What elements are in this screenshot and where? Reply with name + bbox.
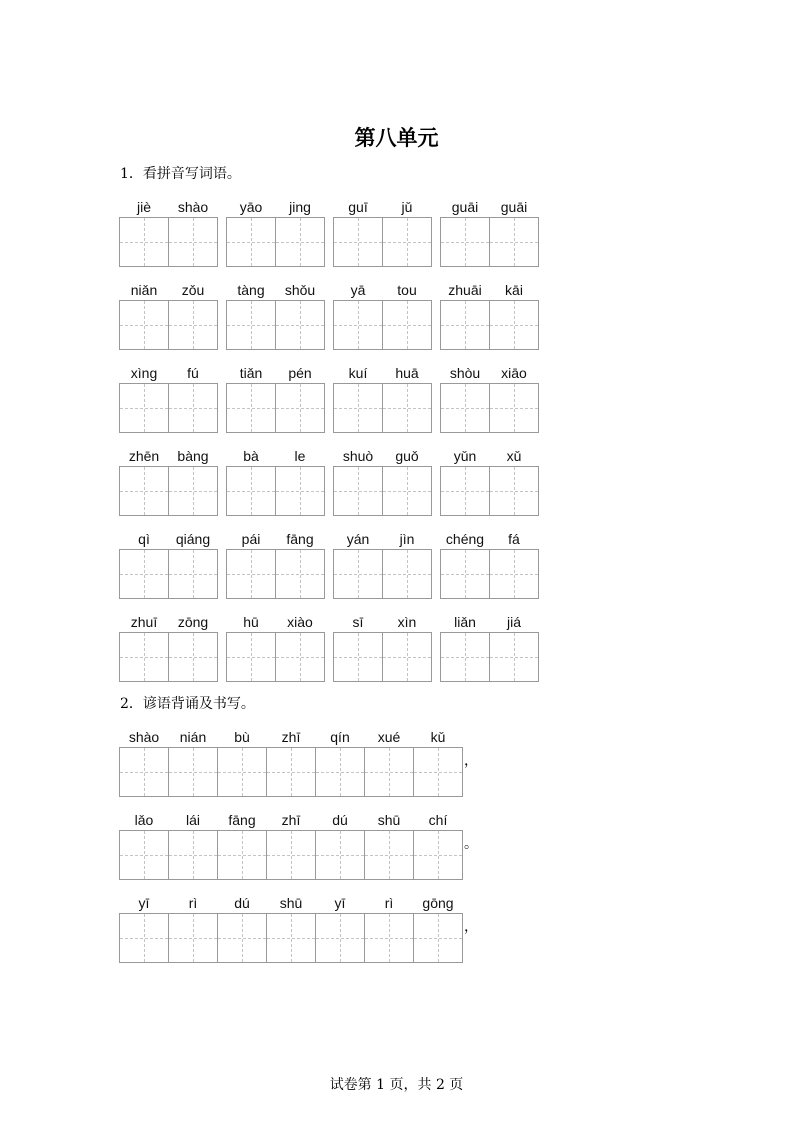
punctuation-mark: ， bbox=[464, 919, 478, 935]
pinyin-label: chéng bbox=[445, 531, 485, 547]
char-slot bbox=[382, 446, 432, 516]
char-slot bbox=[168, 280, 218, 350]
char-slot bbox=[413, 727, 463, 797]
char-slot bbox=[333, 280, 383, 350]
char-slot bbox=[333, 446, 383, 516]
writing-cell bbox=[119, 830, 169, 880]
char-slot bbox=[382, 363, 432, 433]
pinyin-label: fú bbox=[187, 365, 199, 381]
pinyin-label: bàng bbox=[177, 448, 209, 464]
writing-cell bbox=[275, 217, 325, 267]
pinyin-label: shòu bbox=[449, 365, 481, 381]
pinyin-label: lǎo bbox=[134, 812, 154, 828]
pinyin-label: bà bbox=[243, 448, 259, 464]
word-group bbox=[333, 280, 432, 350]
pinyin-word-grid bbox=[119, 197, 539, 682]
writing-cell bbox=[382, 217, 432, 267]
writing-cell bbox=[275, 549, 325, 599]
word-row bbox=[119, 446, 539, 516]
char-slot bbox=[168, 727, 218, 797]
pinyin-label: zhuī bbox=[130, 614, 158, 630]
section-2-heading: 2．谚语背诵及书写。 bbox=[120, 696, 255, 712]
char-slot bbox=[275, 280, 325, 350]
writing-cell bbox=[217, 747, 267, 797]
char-slot bbox=[489, 363, 539, 433]
word-group bbox=[226, 446, 325, 516]
writing-cell bbox=[226, 383, 276, 433]
pinyin-label: qiáng bbox=[175, 531, 211, 547]
word-group bbox=[226, 363, 325, 433]
pinyin-label: bù bbox=[234, 729, 250, 745]
writing-cell bbox=[440, 300, 490, 350]
pinyin-label: lái bbox=[185, 812, 200, 828]
writing-cell bbox=[382, 300, 432, 350]
writing-cell bbox=[440, 466, 490, 516]
char-slot bbox=[440, 197, 490, 267]
char-slot bbox=[266, 727, 316, 797]
char-slot bbox=[119, 529, 169, 599]
writing-cell bbox=[119, 383, 169, 433]
pinyin-label: kāi bbox=[505, 282, 523, 298]
char-slot bbox=[333, 612, 383, 682]
char-slot bbox=[275, 363, 325, 433]
word-group bbox=[440, 280, 539, 350]
pinyin-label: jiá bbox=[506, 614, 521, 630]
word-row bbox=[119, 363, 539, 433]
word-group bbox=[440, 529, 539, 599]
writing-cell bbox=[168, 747, 218, 797]
writing-cell bbox=[333, 632, 383, 682]
char-slot bbox=[413, 893, 463, 963]
word-row bbox=[119, 612, 539, 682]
writing-cell bbox=[413, 913, 463, 963]
pinyin-label: sī bbox=[352, 614, 364, 630]
word-group bbox=[119, 363, 218, 433]
proverb-line bbox=[119, 810, 478, 880]
word-row bbox=[119, 529, 539, 599]
char-slot bbox=[382, 197, 432, 267]
char-slot bbox=[333, 197, 383, 267]
page-title: 第八单元 bbox=[354, 126, 439, 150]
pinyin-label: dú bbox=[234, 895, 250, 911]
pinyin-label: zōng bbox=[177, 614, 209, 630]
char-slot bbox=[489, 446, 539, 516]
word-group bbox=[119, 446, 218, 516]
writing-cell bbox=[440, 217, 490, 267]
writing-cell bbox=[226, 466, 276, 516]
pinyin-label: zhī bbox=[281, 812, 301, 828]
char-slot bbox=[226, 446, 276, 516]
pinyin-label: shū bbox=[279, 895, 303, 911]
char-slot bbox=[168, 529, 218, 599]
char-slot bbox=[364, 810, 414, 880]
pinyin-label: shuò bbox=[342, 448, 374, 464]
char-slot bbox=[382, 529, 432, 599]
pinyin-label: pái bbox=[241, 531, 261, 547]
writing-cell bbox=[440, 632, 490, 682]
pinyin-label: qín bbox=[330, 729, 350, 745]
word-group bbox=[226, 280, 325, 350]
char-slot bbox=[226, 529, 276, 599]
char-slot bbox=[440, 363, 490, 433]
pinyin-label: nián bbox=[179, 729, 207, 745]
writing-cell bbox=[440, 383, 490, 433]
proverb-line bbox=[119, 727, 478, 797]
pinyin-label: fāng bbox=[286, 531, 314, 547]
writing-cell bbox=[119, 913, 169, 963]
char-slot bbox=[440, 529, 490, 599]
word-group bbox=[333, 529, 432, 599]
char-slot bbox=[489, 280, 539, 350]
pinyin-label: xiāo bbox=[501, 365, 527, 381]
char-slot bbox=[168, 197, 218, 267]
punctuation-mark: 。 bbox=[464, 836, 478, 852]
char-slot bbox=[333, 363, 383, 433]
writing-cell bbox=[364, 830, 414, 880]
writing-cell bbox=[119, 300, 169, 350]
pinyin-label: xìng bbox=[130, 365, 158, 381]
word-group bbox=[119, 280, 218, 350]
writing-cell bbox=[168, 549, 218, 599]
pinyin-label: rì bbox=[188, 895, 198, 911]
pinyin-label: guāi bbox=[451, 199, 479, 215]
writing-cell bbox=[413, 747, 463, 797]
char-slot bbox=[226, 363, 276, 433]
char-slot bbox=[217, 810, 267, 880]
char-slot bbox=[226, 197, 276, 267]
char-slot bbox=[226, 280, 276, 350]
word-group bbox=[440, 363, 539, 433]
char-slot bbox=[119, 363, 169, 433]
word-group bbox=[333, 197, 432, 267]
writing-cell bbox=[119, 217, 169, 267]
pinyin-label: qì bbox=[138, 531, 150, 547]
writing-cell bbox=[315, 830, 365, 880]
writing-cell bbox=[382, 466, 432, 516]
char-slot bbox=[275, 446, 325, 516]
word-group bbox=[440, 197, 539, 267]
char-slot bbox=[168, 363, 218, 433]
pinyin-label: xìn bbox=[397, 614, 417, 630]
pinyin-label: guī bbox=[348, 199, 368, 215]
pinyin-label: gōng bbox=[422, 895, 454, 911]
writing-cell bbox=[440, 549, 490, 599]
writing-cell bbox=[119, 466, 169, 516]
pinyin-label: kǔ bbox=[430, 729, 446, 745]
pinyin-label: xué bbox=[377, 729, 401, 745]
pinyin-label: jǔ bbox=[401, 199, 413, 215]
pinyin-label: zhī bbox=[281, 729, 301, 745]
writing-cell bbox=[333, 217, 383, 267]
writing-cell bbox=[168, 383, 218, 433]
char-slot bbox=[333, 529, 383, 599]
writing-cell bbox=[333, 549, 383, 599]
pinyin-label: rì bbox=[384, 895, 394, 911]
proverb-line bbox=[119, 893, 478, 963]
char-slot bbox=[489, 529, 539, 599]
pinyin-label: fāng bbox=[228, 812, 256, 828]
page-footer: 试卷第 1 页，共 2 页 bbox=[329, 1077, 464, 1093]
char-slot bbox=[168, 893, 218, 963]
pinyin-label: jing bbox=[289, 199, 311, 215]
char-slot bbox=[275, 529, 325, 599]
proverb-writing-grid bbox=[119, 727, 478, 963]
char-slot bbox=[119, 280, 169, 350]
pinyin-label: yā bbox=[350, 282, 366, 298]
writing-cell bbox=[315, 913, 365, 963]
pinyin-label: tàng bbox=[237, 282, 265, 298]
pinyin-label: tiǎn bbox=[239, 365, 263, 381]
char-slot bbox=[168, 810, 218, 880]
writing-cell bbox=[168, 466, 218, 516]
word-group bbox=[119, 529, 218, 599]
char-slot bbox=[217, 727, 267, 797]
pinyin-label: hū bbox=[243, 614, 259, 630]
word-group bbox=[440, 612, 539, 682]
char-slot bbox=[119, 727, 169, 797]
writing-cell bbox=[275, 300, 325, 350]
writing-cell bbox=[489, 217, 539, 267]
writing-cell bbox=[413, 830, 463, 880]
writing-cell bbox=[226, 300, 276, 350]
pinyin-label: guāi bbox=[500, 199, 528, 215]
writing-cell bbox=[217, 830, 267, 880]
word-group bbox=[226, 529, 325, 599]
writing-cell bbox=[266, 830, 316, 880]
char-slot bbox=[440, 612, 490, 682]
word-group bbox=[226, 197, 325, 267]
writing-cell bbox=[364, 747, 414, 797]
writing-cell bbox=[382, 632, 432, 682]
char-slot bbox=[266, 810, 316, 880]
writing-cell bbox=[275, 632, 325, 682]
writing-cell bbox=[266, 747, 316, 797]
pinyin-label: jìn bbox=[399, 531, 415, 547]
pinyin-label: yī bbox=[138, 895, 150, 911]
char-slot bbox=[315, 893, 365, 963]
pinyin-label: liǎn bbox=[454, 614, 476, 630]
char-slot bbox=[275, 197, 325, 267]
char-slot bbox=[119, 197, 169, 267]
char-slot bbox=[382, 280, 432, 350]
char-slot bbox=[119, 810, 169, 880]
pinyin-label: zhēn bbox=[128, 448, 160, 464]
writing-cell bbox=[119, 747, 169, 797]
char-slot bbox=[413, 810, 463, 880]
char-slot bbox=[489, 197, 539, 267]
pinyin-label: tou bbox=[397, 282, 417, 298]
writing-cell bbox=[315, 747, 365, 797]
writing-cell bbox=[489, 549, 539, 599]
writing-cell bbox=[168, 217, 218, 267]
word-row bbox=[119, 280, 539, 350]
writing-cell bbox=[168, 300, 218, 350]
pinyin-label: shào bbox=[177, 199, 209, 215]
writing-cell bbox=[489, 300, 539, 350]
pinyin-label: huā bbox=[395, 365, 419, 381]
writing-cell bbox=[333, 466, 383, 516]
writing-cell bbox=[489, 632, 539, 682]
writing-cell bbox=[168, 632, 218, 682]
pinyin-label: jiè bbox=[136, 199, 151, 215]
writing-cell bbox=[333, 383, 383, 433]
writing-cell bbox=[119, 549, 169, 599]
pinyin-label: kuí bbox=[348, 365, 368, 381]
writing-cell bbox=[168, 913, 218, 963]
char-slot bbox=[119, 893, 169, 963]
char-slot bbox=[382, 612, 432, 682]
section-1-heading: 1．看拼音写词语。 bbox=[120, 166, 241, 182]
pinyin-label: fá bbox=[508, 531, 520, 547]
pinyin-label: yī bbox=[334, 895, 346, 911]
writing-cell bbox=[364, 913, 414, 963]
pinyin-label: shū bbox=[377, 812, 401, 828]
writing-cell bbox=[275, 466, 325, 516]
pinyin-label: chí bbox=[428, 812, 448, 828]
word-group bbox=[119, 612, 218, 682]
pinyin-label: xiào bbox=[287, 614, 313, 630]
writing-cell bbox=[217, 913, 267, 963]
pinyin-label: le bbox=[294, 448, 306, 464]
writing-cell bbox=[382, 383, 432, 433]
pinyin-label: xǔ bbox=[506, 448, 522, 464]
pinyin-label: guǒ bbox=[395, 448, 419, 464]
char-slot bbox=[440, 280, 490, 350]
writing-cell bbox=[489, 466, 539, 516]
writing-cell bbox=[226, 549, 276, 599]
char-slot bbox=[226, 612, 276, 682]
pinyin-label: shǒu bbox=[284, 282, 316, 298]
pinyin-label: pén bbox=[288, 365, 312, 381]
pinyin-label: yāo bbox=[239, 199, 263, 215]
char-slot bbox=[119, 612, 169, 682]
pinyin-label: dú bbox=[332, 812, 348, 828]
char-slot bbox=[119, 446, 169, 516]
pinyin-label: zhuāi bbox=[448, 282, 482, 298]
writing-cell bbox=[119, 632, 169, 682]
pinyin-label: zǒu bbox=[181, 282, 205, 298]
pinyin-label: yán bbox=[346, 531, 370, 547]
word-row bbox=[119, 197, 539, 267]
char-slot bbox=[168, 446, 218, 516]
word-group bbox=[119, 197, 218, 267]
pinyin-label: niǎn bbox=[130, 282, 158, 298]
punctuation-mark: ， bbox=[464, 753, 478, 769]
writing-cell bbox=[226, 632, 276, 682]
writing-cell bbox=[489, 383, 539, 433]
word-group bbox=[333, 363, 432, 433]
pinyin-label: shào bbox=[128, 729, 160, 745]
char-slot bbox=[168, 612, 218, 682]
char-slot bbox=[315, 727, 365, 797]
word-group bbox=[440, 446, 539, 516]
writing-cell bbox=[382, 549, 432, 599]
word-group bbox=[226, 612, 325, 682]
char-slot bbox=[315, 810, 365, 880]
char-slot bbox=[266, 893, 316, 963]
writing-cell bbox=[333, 300, 383, 350]
word-group bbox=[333, 446, 432, 516]
char-slot bbox=[489, 612, 539, 682]
word-group bbox=[333, 612, 432, 682]
char-slot bbox=[364, 893, 414, 963]
writing-cell bbox=[266, 913, 316, 963]
char-slot bbox=[364, 727, 414, 797]
char-slot bbox=[275, 612, 325, 682]
char-slot bbox=[440, 446, 490, 516]
writing-cell bbox=[275, 383, 325, 433]
char-slot bbox=[217, 893, 267, 963]
pinyin-label: yǔn bbox=[453, 448, 477, 464]
writing-cell bbox=[226, 217, 276, 267]
writing-cell bbox=[168, 830, 218, 880]
